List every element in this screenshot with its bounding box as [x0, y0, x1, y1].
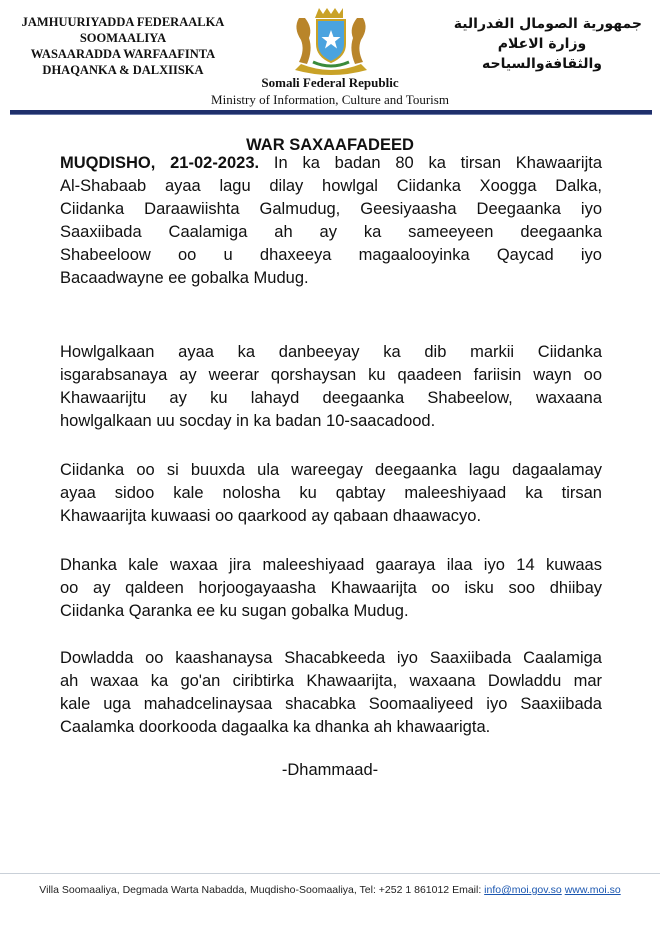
paragraph-2: [60, 341, 602, 433]
text-line: Ciidanka oo si buuxda ula wareegay deegaanka lagu dagaalamay: [60, 461, 602, 479]
text-line: Howlgalkaan ayaa ka danbeeyay ka dib markii Ciidanka: [60, 343, 602, 361]
text-line: In ka badan 80 ka tirsan Khawaarijta: [273, 154, 603, 172]
closing-mark: -Dhammaad-: [281, 761, 379, 779]
website-link[interactable]: www.moi.so: [564, 884, 621, 896]
text-line: Dowladda oo kaashanaysa Shacabkeeda iyo Saaxiibada Caalamiga: [60, 649, 602, 667]
text-line: howlgalkaan uu socday in ka badan 10-saacadood.: [60, 412, 436, 430]
text-line: Saaxiibada Caalamiga ah ay ka sameeyeen deegaanka: [60, 223, 602, 241]
footer-divider: [0, 873, 660, 874]
letterhead-arabic: [442, 14, 642, 74]
letterhead-line: SOOMAALIYA: [79, 31, 167, 45]
footer-address: Villa Soomaaliya, Degmada Warta Nabadda, Muqdisho-Soomaaliya, Tel: +252 1 861012 Email:: [39, 884, 482, 896]
paragraph-3: [60, 459, 602, 528]
paragraph-4: [60, 554, 602, 623]
republic-name: Somali Federal Republic: [261, 75, 399, 90]
letterhead-line: والثقافةوالسياحه: [481, 56, 603, 72]
dateline: MUQDISHO, 21-02-2023.: [60, 154, 260, 172]
text-line: oo ay qaldeen horjoogayaasha Khawaarijta oo isku soo dhiibay: [60, 579, 602, 597]
text-line: Dhanka kale waxaa jira maleeshiyaad gaaraya ilaa iyo 14 kuwaas: [60, 556, 602, 574]
footer: [0, 884, 660, 896]
text-line: ah waxaa ka go'an ciribtirka Khawaarijta, waxaana Dowladdu mar: [60, 672, 602, 690]
letterhead-line: جمهورية الصومال الفدرالية: [453, 16, 642, 32]
coat-of-arms-icon: [283, 4, 379, 76]
letterhead-line: DHAQANKA & DALXIISKA: [42, 63, 204, 77]
text-line: Ciidanka Qaranka ee ku sugan gobalka Mudug.: [60, 602, 409, 620]
text-line: Caalamka doorkooda dagaalka ka dhanka ah khawaarigta.: [60, 718, 491, 736]
text-line: Shabeeloow oo u dhaxeeya magaalooyinka Qaycad iyo: [60, 246, 602, 264]
text-line: Khawaarijta kuwaasi oo qaarkood ay qabaan dhaawacyo.: [60, 507, 482, 525]
document-title: WAR SAXAAFADEED: [246, 136, 414, 154]
text-line: Khawaarijtu ay ku lahayd deegaanka Shabeelow, waxaana: [60, 389, 602, 407]
letterhead-somali: [18, 14, 228, 78]
header-divider: [10, 110, 652, 115]
text-line: kale uga mahadcelinaysaa shacabka Soomaaliyeed iyo Saaxiibada: [60, 695, 602, 713]
text-line: Ciidanka Daraawiishta Galmudug, Geesiyaasha Deegaanka iyo: [60, 200, 602, 218]
text-line: ayaa sidoo kale nolosha ku qabtay maleeshiyaad ka tirsan: [60, 484, 602, 502]
paragraph-1: [60, 152, 602, 290]
text-line: Bacaadwayne ee gobalka Mudug.: [60, 269, 309, 287]
letterhead-line: وزارة الاعلام: [497, 36, 587, 52]
letterhead-line: WASAARADDA WARFAAFINTA: [30, 47, 216, 61]
letterhead-line: JAMHUURIYADDA FEDERAALKA: [21, 15, 225, 29]
ministry-name: Ministry of Information, Culture and Tourism: [211, 92, 449, 107]
email-link[interactable]: info@moi.gov.so: [484, 884, 562, 896]
text-line: Al-Shabaab ayaa lagu dilay howlgal Ciidanka Xoogga Dalka,: [60, 177, 602, 195]
text-line: isgarabsanaya ay weerar qorshaysan ku qaadeen fariisin wayn oo: [60, 366, 602, 384]
paragraph-5: [60, 647, 602, 739]
